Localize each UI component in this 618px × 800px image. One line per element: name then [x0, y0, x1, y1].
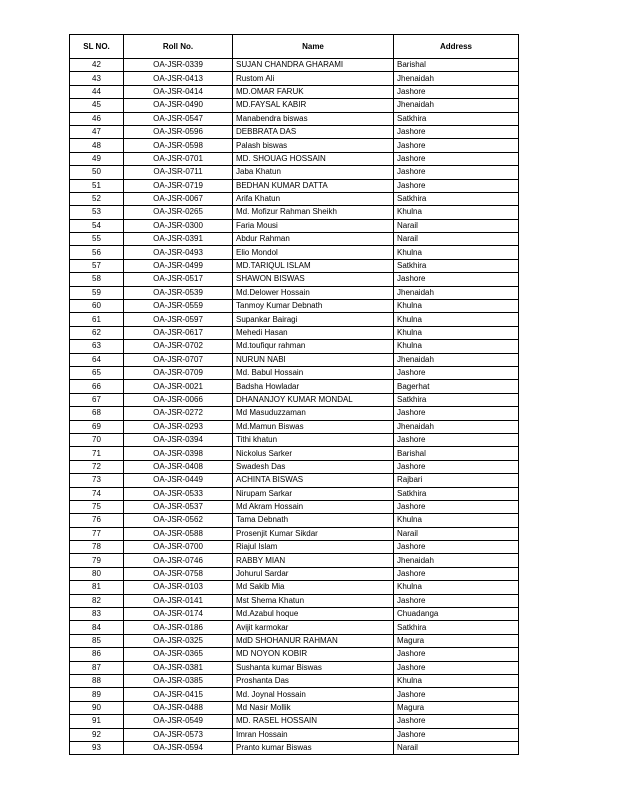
- address-cell: Jashore: [394, 139, 519, 152]
- sl-no-cell: 61: [70, 313, 124, 326]
- name-cell: Faria Mousi: [233, 219, 394, 232]
- table-row: [70, 648, 519, 661]
- roll-no-cell: OA-JSR-0381: [124, 661, 233, 674]
- sl-no-cell: 48: [70, 139, 124, 152]
- table-row: [70, 112, 519, 125]
- sl-no-cell: 64: [70, 353, 124, 366]
- address-cell: Khulna: [394, 340, 519, 353]
- sl-no-cell: 44: [70, 85, 124, 98]
- table-row: [70, 380, 519, 393]
- roll-no-cell: OA-JSR-0293: [124, 420, 233, 433]
- table-row: [70, 152, 519, 165]
- table-row: [70, 219, 519, 232]
- name-cell: Tithi khatun: [233, 433, 394, 446]
- roll-no-cell: OA-JSR-0499: [124, 259, 233, 272]
- roll-no-cell: OA-JSR-0186: [124, 621, 233, 634]
- address-cell: Satkhira: [394, 112, 519, 125]
- table-row: [70, 233, 519, 246]
- name-cell: Md Nasir Mollik: [233, 701, 394, 714]
- table-row: [70, 313, 519, 326]
- address-cell: Khulna: [394, 313, 519, 326]
- sl-no-cell: 47: [70, 125, 124, 138]
- table-row: [70, 259, 519, 272]
- name-cell: Swadesh Das: [233, 460, 394, 473]
- table-row: [70, 179, 519, 192]
- name-cell: SHAWON BISWAS: [233, 273, 394, 286]
- address-cell: Barishal: [394, 59, 519, 72]
- roll-no-cell: OA-JSR-0325: [124, 634, 233, 647]
- address-cell: Rajbari: [394, 474, 519, 487]
- table-row: [70, 661, 519, 674]
- address-cell: Jhenaidah: [394, 420, 519, 433]
- sl-no-cell: 46: [70, 112, 124, 125]
- sl-no-cell: 52: [70, 192, 124, 205]
- address-cell: Satkhira: [394, 259, 519, 272]
- name-cell: BEDHAN KUMAR DATTA: [233, 179, 394, 192]
- roll-no-cell: OA-JSR-0547: [124, 112, 233, 125]
- table-row: [70, 99, 519, 112]
- sl-no-cell: 83: [70, 608, 124, 621]
- header-name: Name: [233, 35, 394, 59]
- name-cell: Riajul Islam: [233, 541, 394, 554]
- table-row: [70, 634, 519, 647]
- address-cell: Jashore: [394, 728, 519, 741]
- roll-no-cell: OA-JSR-0413: [124, 72, 233, 85]
- sl-no-cell: 69: [70, 420, 124, 433]
- sl-no-cell: 74: [70, 487, 124, 500]
- table-row: [70, 514, 519, 527]
- candidate-table: [69, 34, 519, 755]
- roll-no-cell: OA-JSR-0021: [124, 380, 233, 393]
- table-row: [70, 433, 519, 446]
- table-row: [70, 166, 519, 179]
- table-row: [70, 420, 519, 433]
- address-cell: Jashore: [394, 500, 519, 513]
- header-row: [70, 35, 519, 59]
- sl-no-cell: 73: [70, 474, 124, 487]
- table-row: [70, 246, 519, 259]
- address-cell: Khulna: [394, 514, 519, 527]
- sl-no-cell: 85: [70, 634, 124, 647]
- roll-no-cell: OA-JSR-0414: [124, 85, 233, 98]
- table-row: [70, 527, 519, 540]
- table-row: [70, 340, 519, 353]
- table-row: [70, 741, 519, 754]
- roll-no-cell: OA-JSR-0707: [124, 353, 233, 366]
- table-row: [70, 393, 519, 406]
- table-row: [70, 594, 519, 607]
- address-cell: Jhenaidah: [394, 286, 519, 299]
- name-cell: Prosenjit Kumar Sikdar: [233, 527, 394, 540]
- roll-no-cell: OA-JSR-0408: [124, 460, 233, 473]
- roll-no-cell: OA-JSR-0339: [124, 59, 233, 72]
- table-row: [70, 474, 519, 487]
- roll-no-cell: OA-JSR-0488: [124, 701, 233, 714]
- name-cell: Manabendra biswas: [233, 112, 394, 125]
- sl-no-cell: 93: [70, 741, 124, 754]
- sl-no-cell: 76: [70, 514, 124, 527]
- roll-no-cell: OA-JSR-0588: [124, 527, 233, 540]
- sl-no-cell: 57: [70, 259, 124, 272]
- sl-no-cell: 66: [70, 380, 124, 393]
- name-cell: ACHINTA BISWAS: [233, 474, 394, 487]
- name-cell: Md Masuduzzaman: [233, 407, 394, 420]
- address-cell: Khulna: [394, 581, 519, 594]
- address-cell: Jashore: [394, 460, 519, 473]
- table-row: [70, 567, 519, 580]
- table-row: [70, 581, 519, 594]
- address-cell: Jashore: [394, 273, 519, 286]
- name-cell: Arifa Khatun: [233, 192, 394, 205]
- sl-no-cell: 84: [70, 621, 124, 634]
- name-cell: Mst Shema Khatun: [233, 594, 394, 607]
- roll-no-cell: OA-JSR-0493: [124, 246, 233, 259]
- sl-no-cell: 92: [70, 728, 124, 741]
- roll-no-cell: OA-JSR-0141: [124, 594, 233, 607]
- sl-no-cell: 55: [70, 233, 124, 246]
- roll-no-cell: OA-JSR-0300: [124, 219, 233, 232]
- sl-no-cell: 45: [70, 99, 124, 112]
- sl-no-cell: 91: [70, 715, 124, 728]
- table-row: [70, 701, 519, 714]
- name-cell: Sushanta kumar Biswas: [233, 661, 394, 674]
- address-cell: Satkhira: [394, 487, 519, 500]
- address-cell: Satkhira: [394, 621, 519, 634]
- table-row: [70, 715, 519, 728]
- name-cell: Elio Mondol: [233, 246, 394, 259]
- address-cell: Jashore: [394, 715, 519, 728]
- roll-no-cell: OA-JSR-0415: [124, 688, 233, 701]
- roll-no-cell: OA-JSR-0174: [124, 608, 233, 621]
- name-cell: NURUN NABI: [233, 353, 394, 366]
- name-cell: Johurul Sardar: [233, 567, 394, 580]
- sl-no-cell: 63: [70, 340, 124, 353]
- sl-no-cell: 90: [70, 701, 124, 714]
- roll-no-cell: OA-JSR-0700: [124, 541, 233, 554]
- address-cell: Jashore: [394, 166, 519, 179]
- name-cell: SUJAN CHANDRA GHARAMI: [233, 59, 394, 72]
- roll-no-cell: OA-JSR-0562: [124, 514, 233, 527]
- name-cell: Pranto kumar Biswas: [233, 741, 394, 754]
- name-cell: MD. RASEL HOSSAIN: [233, 715, 394, 728]
- name-cell: Md.Azabul hoque: [233, 608, 394, 621]
- table-row: [70, 326, 519, 339]
- name-cell: MD.OMAR FARUK: [233, 85, 394, 98]
- name-cell: DHANANJOY KUMAR MONDAL: [233, 393, 394, 406]
- table-row: [70, 353, 519, 366]
- roll-no-cell: OA-JSR-0594: [124, 741, 233, 754]
- sl-no-cell: 70: [70, 433, 124, 446]
- name-cell: MD. SHOUAG HOSSAIN: [233, 152, 394, 165]
- address-cell: Chuadanga: [394, 608, 519, 621]
- roll-no-cell: OA-JSR-0517: [124, 273, 233, 286]
- sl-no-cell: 62: [70, 326, 124, 339]
- roll-no-cell: OA-JSR-0398: [124, 447, 233, 460]
- table-row: [70, 85, 519, 98]
- name-cell: Imran Hossain: [233, 728, 394, 741]
- name-cell: Md. Mofizur Rahman Sheikh: [233, 206, 394, 219]
- sl-no-cell: 42: [70, 59, 124, 72]
- roll-no-cell: OA-JSR-0490: [124, 99, 233, 112]
- roll-no-cell: OA-JSR-0559: [124, 300, 233, 313]
- table-row: [70, 192, 519, 205]
- roll-no-cell: OA-JSR-0265: [124, 206, 233, 219]
- roll-no-cell: OA-JSR-0711: [124, 166, 233, 179]
- table-row: [70, 59, 519, 72]
- address-cell: Magura: [394, 701, 519, 714]
- address-cell: Satkhira: [394, 393, 519, 406]
- address-cell: Narail: [394, 741, 519, 754]
- name-cell: Tanmoy Kumar Debnath: [233, 300, 394, 313]
- sl-no-cell: 86: [70, 648, 124, 661]
- address-cell: Narail: [394, 233, 519, 246]
- sl-no-cell: 50: [70, 166, 124, 179]
- address-cell: Jashore: [394, 661, 519, 674]
- roll-no-cell: OA-JSR-0573: [124, 728, 233, 741]
- address-cell: Jashore: [394, 648, 519, 661]
- address-cell: Jashore: [394, 125, 519, 138]
- roll-no-cell: OA-JSR-0596: [124, 125, 233, 138]
- name-cell: Supankar Bairagi: [233, 313, 394, 326]
- table-body: [70, 59, 519, 755]
- sl-no-cell: 54: [70, 219, 124, 232]
- sl-no-cell: 58: [70, 273, 124, 286]
- table-row: [70, 688, 519, 701]
- name-cell: Nirupam Sarkar: [233, 487, 394, 500]
- name-cell: Jaba Khatun: [233, 166, 394, 179]
- name-cell: Avijit karmokar: [233, 621, 394, 634]
- name-cell: Rustom Ali: [233, 72, 394, 85]
- address-cell: Jhenaidah: [394, 72, 519, 85]
- roll-no-cell: OA-JSR-0394: [124, 433, 233, 446]
- sl-no-cell: 51: [70, 179, 124, 192]
- name-cell: Proshanta Das: [233, 674, 394, 687]
- name-cell: Md. Babul Hossain: [233, 366, 394, 379]
- roll-no-cell: OA-JSR-0758: [124, 567, 233, 580]
- name-cell: Badsha Howladar: [233, 380, 394, 393]
- address-cell: Jashore: [394, 567, 519, 580]
- address-cell: Jashore: [394, 179, 519, 192]
- address-cell: Narail: [394, 527, 519, 540]
- roll-no-cell: OA-JSR-0709: [124, 366, 233, 379]
- sl-no-cell: 71: [70, 447, 124, 460]
- roll-no-cell: OA-JSR-0067: [124, 192, 233, 205]
- roll-no-cell: OA-JSR-0533: [124, 487, 233, 500]
- table-row: [70, 300, 519, 313]
- table-row: [70, 554, 519, 567]
- roll-no-cell: OA-JSR-0617: [124, 326, 233, 339]
- table-row: [70, 366, 519, 379]
- name-cell: MD NOYON KOBIR: [233, 648, 394, 661]
- address-cell: Khulna: [394, 674, 519, 687]
- address-cell: Jashore: [394, 433, 519, 446]
- address-cell: Jashore: [394, 366, 519, 379]
- name-cell: Md.Mamun Biswas: [233, 420, 394, 433]
- table-row: [70, 500, 519, 513]
- name-cell: Mehedi Hasan: [233, 326, 394, 339]
- name-cell: MD.TARIQUL ISLAM: [233, 259, 394, 272]
- address-cell: Bagerhat: [394, 380, 519, 393]
- header-sl-no: SL NO.: [70, 35, 124, 59]
- header-address: Address: [394, 35, 519, 59]
- name-cell: Md Sakib Mia: [233, 581, 394, 594]
- sl-no-cell: 53: [70, 206, 124, 219]
- name-cell: Abdur Rahman: [233, 233, 394, 246]
- roll-no-cell: OA-JSR-0746: [124, 554, 233, 567]
- address-cell: Khulna: [394, 300, 519, 313]
- table-row: [70, 487, 519, 500]
- name-cell: Md.toufiqur rahman: [233, 340, 394, 353]
- sl-no-cell: 88: [70, 674, 124, 687]
- roll-no-cell: OA-JSR-0103: [124, 581, 233, 594]
- roll-no-cell: OA-JSR-0385: [124, 674, 233, 687]
- sl-no-cell: 68: [70, 407, 124, 420]
- address-cell: Jashore: [394, 152, 519, 165]
- name-cell: Md Akram Hossain: [233, 500, 394, 513]
- address-cell: Khulna: [394, 206, 519, 219]
- roll-no-cell: OA-JSR-0365: [124, 648, 233, 661]
- table-row: [70, 273, 519, 286]
- sl-no-cell: 59: [70, 286, 124, 299]
- table-row: [70, 728, 519, 741]
- name-cell: RABBY MIAN: [233, 554, 394, 567]
- sl-no-cell: 56: [70, 246, 124, 259]
- address-cell: Khulna: [394, 246, 519, 259]
- table-row: [70, 72, 519, 85]
- roll-no-cell: OA-JSR-0598: [124, 139, 233, 152]
- sl-no-cell: 89: [70, 688, 124, 701]
- roll-no-cell: OA-JSR-0702: [124, 340, 233, 353]
- roll-no-cell: OA-JSR-0539: [124, 286, 233, 299]
- table-row: [70, 407, 519, 420]
- name-cell: Palash biswas: [233, 139, 394, 152]
- sl-no-cell: 82: [70, 594, 124, 607]
- address-cell: Jashore: [394, 407, 519, 420]
- address-cell: Jhenaidah: [394, 99, 519, 112]
- sl-no-cell: 79: [70, 554, 124, 567]
- sl-no-cell: 80: [70, 567, 124, 580]
- roll-no-cell: OA-JSR-0549: [124, 715, 233, 728]
- table-header: [70, 35, 519, 59]
- address-cell: Jashore: [394, 594, 519, 607]
- address-cell: Barishal: [394, 447, 519, 460]
- address-cell: Jashore: [394, 688, 519, 701]
- sl-no-cell: 67: [70, 393, 124, 406]
- name-cell: MdD SHOHANUR RAHMAN: [233, 634, 394, 647]
- table-row: [70, 608, 519, 621]
- sl-no-cell: 65: [70, 366, 124, 379]
- name-cell: Tama Debnath: [233, 514, 394, 527]
- address-cell: Jhenaidah: [394, 353, 519, 366]
- address-cell: Jashore: [394, 541, 519, 554]
- roll-no-cell: OA-JSR-0391: [124, 233, 233, 246]
- table-row: [70, 541, 519, 554]
- table-row: [70, 460, 519, 473]
- address-cell: Narail: [394, 219, 519, 232]
- table-row: [70, 125, 519, 138]
- table-row: [70, 674, 519, 687]
- sl-no-cell: 77: [70, 527, 124, 540]
- roll-no-cell: OA-JSR-0537: [124, 500, 233, 513]
- name-cell: MD.FAYSAL KABIR: [233, 99, 394, 112]
- sl-no-cell: 78: [70, 541, 124, 554]
- name-cell: Md. Joynal Hossain: [233, 688, 394, 701]
- sl-no-cell: 87: [70, 661, 124, 674]
- address-cell: Magura: [394, 634, 519, 647]
- table-row: [70, 621, 519, 634]
- table-row: [70, 447, 519, 460]
- sl-no-cell: 72: [70, 460, 124, 473]
- sl-no-cell: 60: [70, 300, 124, 313]
- sl-no-cell: 81: [70, 581, 124, 594]
- roll-no-cell: OA-JSR-0701: [124, 152, 233, 165]
- sl-no-cell: 43: [70, 72, 124, 85]
- address-cell: Khulna: [394, 326, 519, 339]
- roll-no-cell: OA-JSR-0449: [124, 474, 233, 487]
- address-cell: Jashore: [394, 85, 519, 98]
- table-row: [70, 206, 519, 219]
- roll-no-cell: OA-JSR-0066: [124, 393, 233, 406]
- roll-no-cell: OA-JSR-0719: [124, 179, 233, 192]
- header-roll-no: Roll No.: [124, 35, 233, 59]
- address-cell: Jhenaidah: [394, 554, 519, 567]
- table-row: [70, 286, 519, 299]
- name-cell: Md.Delower Hossain: [233, 286, 394, 299]
- roll-no-cell: OA-JSR-0272: [124, 407, 233, 420]
- name-cell: Nickolus Sarker: [233, 447, 394, 460]
- roll-no-cell: OA-JSR-0597: [124, 313, 233, 326]
- sl-no-cell: 75: [70, 500, 124, 513]
- table-row: [70, 139, 519, 152]
- sl-no-cell: 49: [70, 152, 124, 165]
- address-cell: Satkhira: [394, 192, 519, 205]
- name-cell: DEBBRATA DAS: [233, 125, 394, 138]
